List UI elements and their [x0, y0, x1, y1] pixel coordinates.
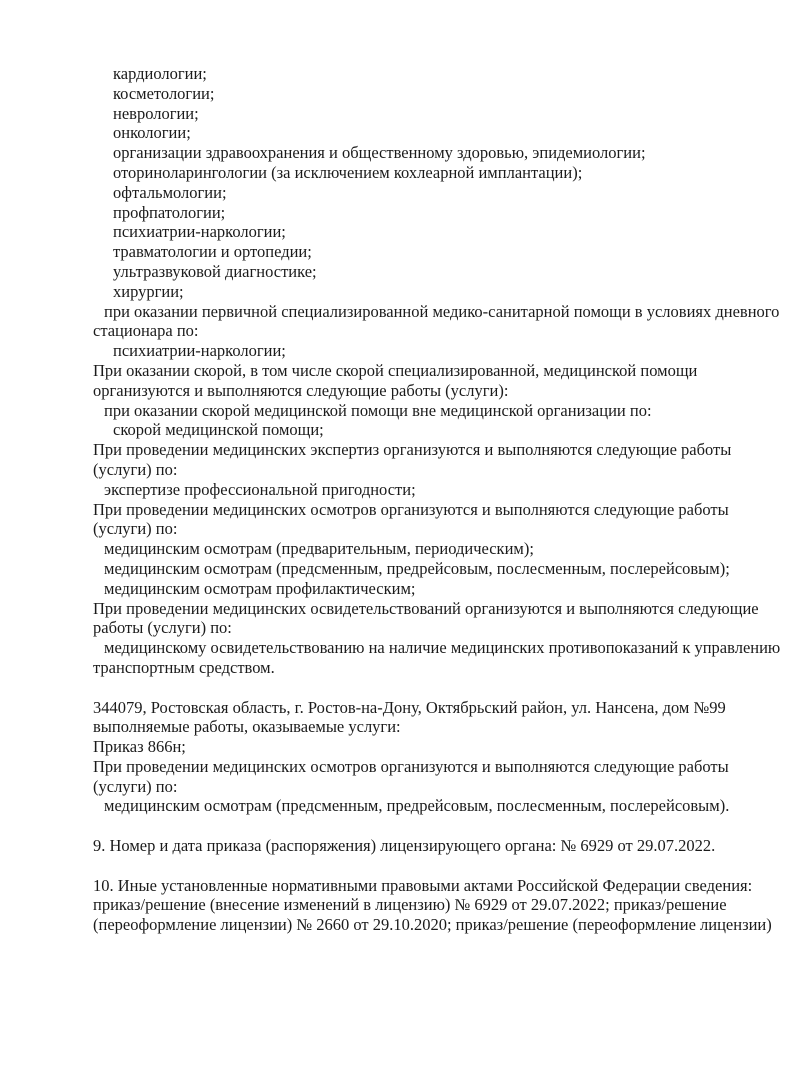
text-line: (услуги) по:: [93, 519, 178, 539]
text-line: организуются и выполняются следующие работы (услуги):: [93, 380, 509, 400]
blank-line: [93, 678, 770, 698]
text-line: онкологии;: [113, 123, 191, 143]
blank-line: [93, 816, 770, 836]
text-line: скорой медицинской помощи;: [113, 420, 324, 440]
text-line: (услуги) по:: [93, 459, 178, 479]
blank-line: [93, 856, 770, 876]
text-line: 10. Иные установленные нормативными правовыми актами Российской Федерации сведения:: [93, 875, 753, 895]
text-line: психиатрии-наркологии;: [113, 341, 286, 361]
text-line: При проведении медицинских экспертиз организуются и выполняются следующие работы: [93, 440, 732, 460]
text-line: экспертизе профессиональной пригодности;: [104, 479, 416, 499]
text-line: медицинским осмотрам (предварительным, периодическим);: [104, 539, 534, 559]
text-line: хирургии;: [113, 281, 184, 301]
text-line: организации здравоохранения и общественному здоровью, эпидемиологии;: [113, 143, 646, 163]
text-line: (переоформление лицензии) № 2660 от 29.10.2020; приказ/решение (переоформление лицензии): [93, 915, 772, 935]
text-line: При проведении медицинских освидетельствований организуются и выполняются следующие: [93, 598, 759, 618]
text-line: при оказании первичной специализированной медико-санитарной помощи в условиях дневного: [104, 301, 780, 321]
text-line: психиатрии-наркологии;: [113, 222, 286, 242]
text-line: медицинским осмотрам профилактическим;: [104, 578, 416, 598]
text-line: медицинским осмотрам (предсменным, предрейсовым, послесменным, послерейсовым);: [104, 558, 730, 578]
text-line: медицинским осмотрам (предсменным, предрейсовым, послесменным, послерейсовым).: [104, 796, 730, 816]
text-line: медицинскому освидетельствованию на наличие медицинских противопоказаний к управлению: [104, 638, 781, 658]
text-line: При проведении медицинских осмотров организуются и выполняются следующие работы: [93, 499, 729, 519]
text-line: травматологии и ортопедии;: [113, 242, 312, 262]
text-line: 344079, Ростовская область, г. Ростов-на-Дону, Октябрьский район, ул. Нансена, дом №99: [93, 697, 726, 717]
text-line: (услуги) по:: [93, 776, 178, 796]
text-line: приказ/решение (внесение изменений в лицензию) № 6929 от 29.07.2022; приказ/решение: [93, 895, 727, 915]
text-line: работы (услуги) по:: [93, 618, 232, 638]
text-line: оториноларингологии (за исключением кохлеарной имплантации);: [113, 162, 583, 182]
text-line: кардиологии;: [113, 64, 207, 83]
text-line: офтальмологии;: [113, 182, 227, 202]
text-line: выполняемые работы, оказываемые услуги:: [93, 717, 401, 737]
text-line: ультразвуковой диагностике;: [113, 261, 317, 281]
document-body: [93, 64, 781, 935]
text-line: профпатологии;: [113, 202, 226, 222]
text-line: транспортным средством.: [93, 657, 275, 677]
text-line: косметологии;: [113, 83, 215, 103]
text-line: При оказании скорой, в том числе скорой специализированной, медицинской помощи: [93, 360, 698, 380]
text-line: при оказании скорой медицинской помощи вне медицинской организации по:: [104, 400, 652, 420]
text-line: стационара по:: [93, 321, 199, 341]
text-line: Приказ 866н;: [93, 737, 186, 757]
text-line: 9. Номер и дата приказа (распоряжения) лицензирующего органа: № 6929 от 29.07.2022.: [93, 836, 716, 856]
text-line: неврологии;: [113, 103, 199, 123]
text-line: При проведении медицинских осмотров организуются и выполняются следующие работы: [93, 756, 729, 776]
